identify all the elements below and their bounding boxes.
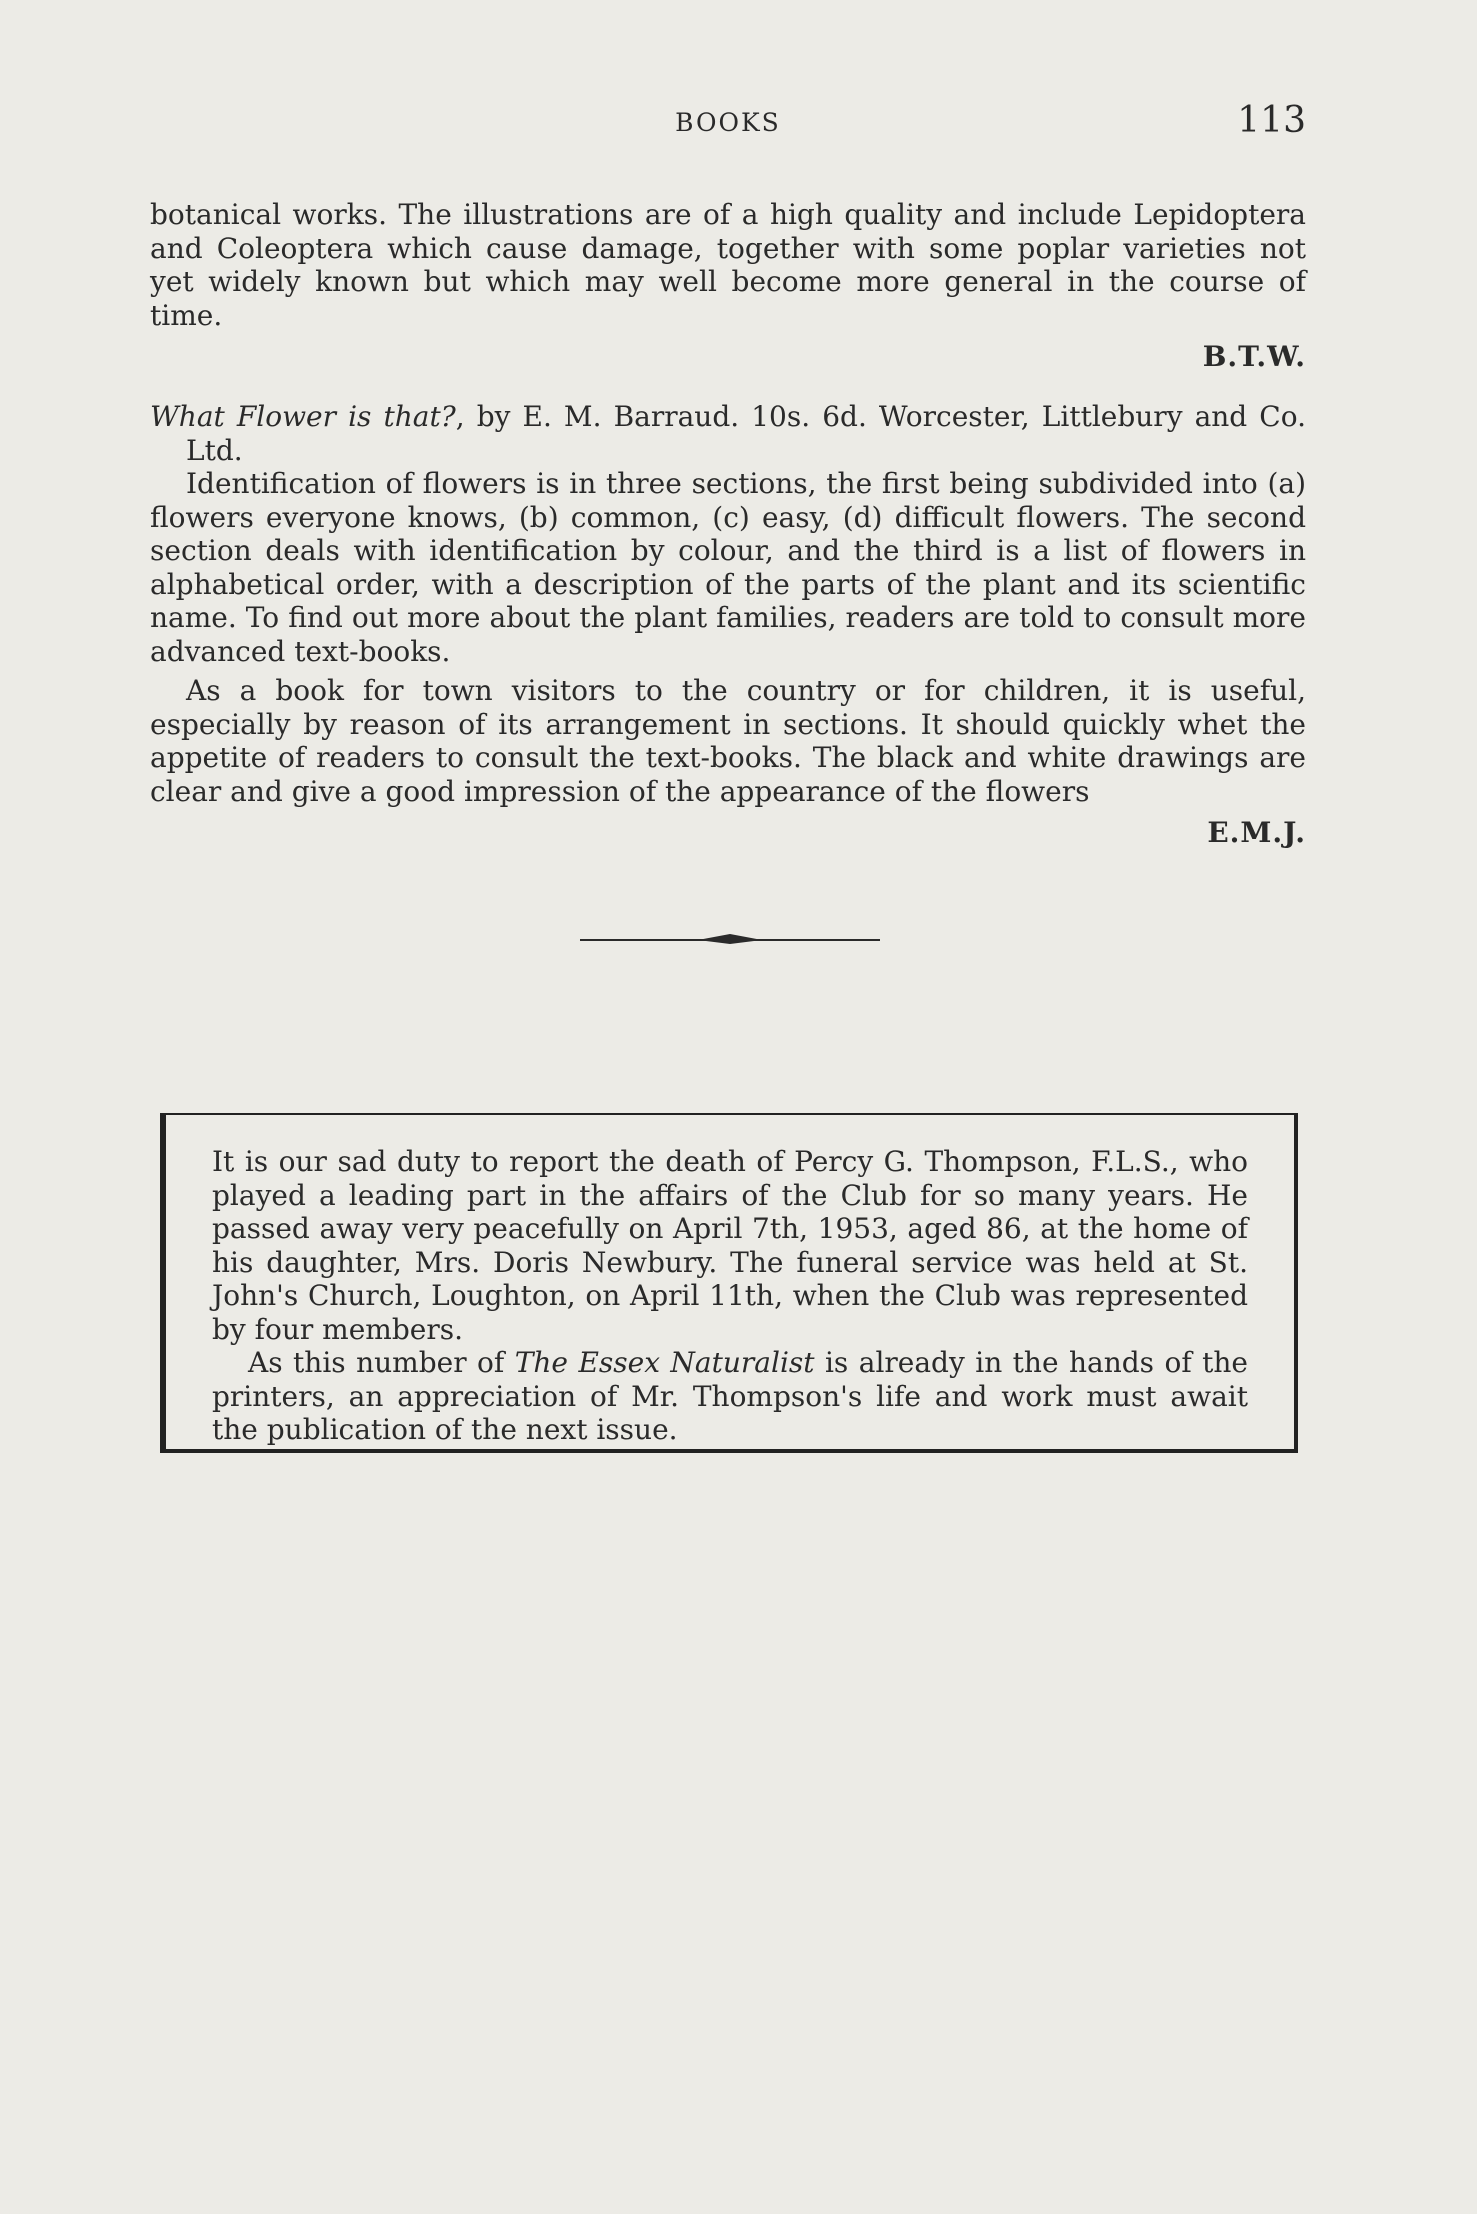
obituary-text: As this number of [248, 1346, 515, 1379]
page-number: 113 [1237, 100, 1306, 141]
review-emj [150, 400, 1306, 850]
review-btw-text: botanical works. The illustrations are of a high quality and include Lepidoptera and Coleoptera which cause damage, together with some poplar varieties not yet widely known but which may well become more general in the course of time. [150, 198, 1306, 332]
obituary-text: is already in the hands of the printers, an appreciation of Mr. Thompson's life and work must await the publication of the next issue. [212, 1346, 1248, 1446]
section-divider [580, 930, 880, 950]
review-paragraph: As a book for town visitors to the country or for children, it is useful, especially by reason of its arrangement in sections. It should quickly whet the appetite of readers to consult the text-books. The black and white drawings are clear and give a good impression of the appearance of the flowers [150, 674, 1306, 808]
page-header [150, 100, 1306, 150]
running-head: BOOKS [675, 108, 781, 137]
obituary-paragraph [212, 1346, 1248, 1447]
obituary-notice [160, 1113, 1298, 1453]
review-btw [150, 198, 1306, 374]
book-title: What Flower is that? [150, 400, 456, 433]
review-emj-signature: E.M.J. [1207, 816, 1306, 849]
journal-title: The Essex Naturalist [514, 1346, 815, 1379]
citation-details: , by E. M. Barraud. 10s. 6d. Worcester, Littlebury and Co. Ltd. [186, 400, 1306, 467]
review-citation [150, 400, 1306, 467]
review-btw-signature: B.T.W. [1202, 340, 1306, 373]
obituary-paragraph: It is our sad duty to report the death of Percy G. Thompson, F.L.S., who played a leading part in the affairs of the Club for so many years. He passed away very peacefully on April 7th, 1953, aged 86, at the home of his daughter, Mrs. Doris Newbury. The funeral service was held at St. John's Church, Loughton, on April 11th, when the Club was represented by four members. [212, 1145, 1248, 1346]
review-paragraph: Identification of flowers is in three sections, the first being subdivided into (a) flowers everyone knows, (b) common, (c) easy, (d) difficult flowers. The second section deals with identification by colour, and the third is a list of flowers in alphabetical order, with a description of the parts of the plant and its scientific name. To find out more about the plant families, readers are told to consult more advanced text-books. [150, 467, 1306, 668]
